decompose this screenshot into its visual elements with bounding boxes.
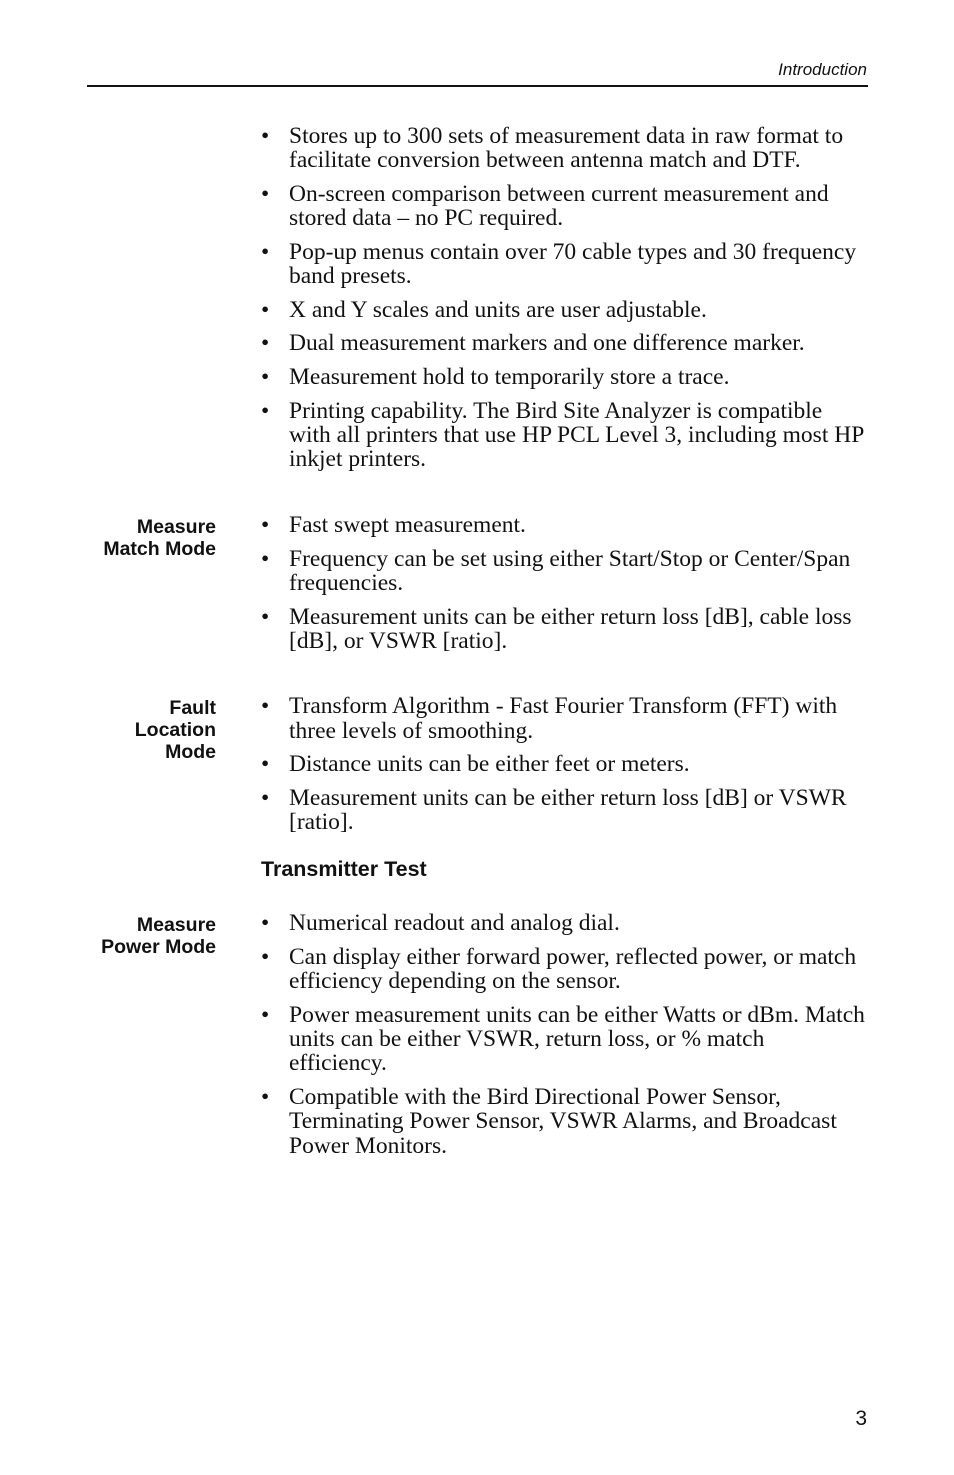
list-item (261, 605, 868, 653)
page-number: 3 (855, 1407, 867, 1430)
side-label-line: Power Mode (101, 936, 216, 959)
side-label-line: Location (134, 719, 216, 742)
measure-power-mode-section (87, 911, 868, 1157)
list-item (261, 911, 868, 935)
side-label-measure-power-mode (87, 914, 216, 958)
list-item-text: Power measurement units can be either Watts or dBm. Match units can be either VSWR, return loss, or % match efficiency. (289, 1002, 865, 1077)
bullet-icon: • (261, 545, 270, 572)
bullet-icon: • (261, 693, 270, 720)
bullet-icon: • (261, 296, 270, 323)
list-item-text: Measurement units can be either return loss [dB] or VSWR [ratio]. (289, 785, 847, 836)
bullet-icon: • (261, 1002, 270, 1029)
bullet-icon: • (261, 180, 270, 207)
list-item (261, 182, 868, 230)
list-item-text: Can display either forward power, reflected power, or match efficiency depending on the sensor. (289, 944, 857, 995)
fault-location-mode-list (261, 694, 868, 834)
list-item-text: Dual measurement markers and one difference marker. (289, 330, 805, 357)
transmitter-test-heading: Transmitter Test (261, 857, 427, 882)
list-item (261, 1003, 868, 1076)
list-item-text: Compatible with the Bird Directional Power Sensor, Terminating Power Sensor, VSWR Alarms, and Broadcast Power Monitors. (289, 1084, 837, 1159)
list-item (261, 1085, 868, 1158)
side-label-line: Match Mode (103, 537, 216, 560)
list-item (261, 365, 868, 389)
bullet-icon: • (261, 330, 270, 357)
measure-match-mode-list (261, 513, 868, 653)
side-label-line: Fault (169, 697, 216, 720)
general-features-list (261, 124, 868, 471)
list-item-text: Stores up to 300 sets of measurement data in raw format to facilitate conversion between antenna match and DTF. (289, 123, 844, 174)
side-label-line: Measure (136, 914, 216, 937)
list-item-text: Frequency can be set using either Start/Stop or Center/Span frequencies. (289, 545, 851, 596)
page-content (87, 124, 868, 1167)
list-item-text: Printing capability. The Bird Site Analyzer is compatible with all printers that use HP PCL Level 3, including most HP inkjet printers. (289, 397, 864, 473)
list-item (261, 547, 868, 595)
bullet-icon: • (261, 364, 270, 391)
general-features-section (87, 124, 868, 471)
list-item (261, 945, 868, 993)
measure-match-mode-section (87, 513, 868, 653)
bullet-icon: • (261, 910, 270, 937)
side-label-line: Mode (165, 741, 216, 764)
bullet-icon: • (261, 785, 270, 812)
list-item-text: Pop-up menus contain over 70 cable types and 30 frequency band presets. (289, 238, 857, 290)
side-label-line: Measure (136, 515, 216, 538)
list-item-text: Distance units can be either feet or meters. (289, 751, 690, 778)
list-item-text: On-screen comparison between current measurement and stored data – no PC required. (289, 180, 829, 232)
fault-location-mode-section (87, 694, 868, 834)
list-item (261, 298, 868, 322)
bullet-icon: • (261, 751, 270, 778)
list-item-text: X and Y scales and units are user adjustable. (289, 296, 707, 323)
list-item-text: Fast swept measurement. (289, 511, 526, 538)
list-item-text: Transform Algorithm - Fast Fourier Transform (FFT) with three levels of smoothing. (289, 693, 838, 744)
bullet-icon: • (261, 511, 270, 538)
list-item (261, 124, 868, 172)
running-head: Introduction (778, 60, 867, 79)
bullet-icon: • (261, 238, 270, 265)
list-item-text: Measurement units can be either return loss [dB], cable loss [dB], or VSWR [ratio]. (289, 603, 852, 654)
list-item-text: Measurement hold to temporarily store a trace. (289, 364, 730, 391)
list-item (261, 694, 868, 742)
list-item (261, 752, 868, 776)
bullet-icon: • (261, 397, 270, 424)
side-label-measure-match-mode (87, 516, 216, 560)
list-item (261, 513, 868, 537)
list-item (261, 786, 868, 834)
bullet-icon: • (261, 603, 270, 630)
side-label-fault-location-mode (87, 697, 216, 763)
bullet-icon: • (261, 1084, 270, 1111)
list-item (261, 331, 868, 355)
bullet-icon: • (261, 123, 270, 149)
list-item-text: Numerical readout and analog dial. (289, 910, 620, 937)
measure-power-mode-list (261, 911, 868, 1157)
list-item (261, 399, 868, 472)
header-rule (87, 85, 868, 87)
list-item (261, 240, 868, 288)
bullet-icon: • (261, 944, 270, 971)
